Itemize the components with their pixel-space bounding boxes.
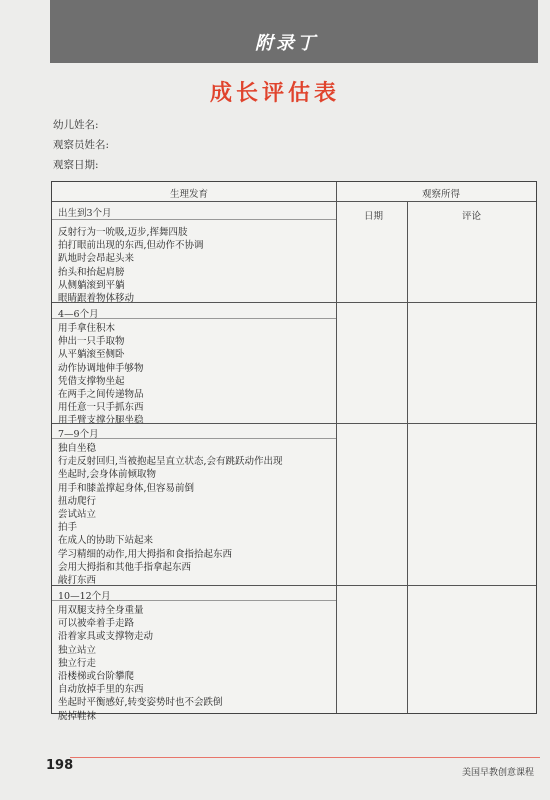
list-item: 用双腿支持全身重量 bbox=[58, 605, 144, 616]
list-item: 行走反射回归,当被抱起呈直立状态,会有跳跃动作出现 bbox=[58, 456, 283, 468]
column-header-comment: 评论 bbox=[462, 211, 482, 222]
growth-assessment-table bbox=[51, 181, 537, 722]
page-number: 198 bbox=[46, 758, 74, 773]
section-divider bbox=[52, 302, 536, 303]
section-label-4-6-months: 4—6个月 bbox=[58, 309, 99, 320]
list-item: 脱掉鞋袜 bbox=[58, 710, 97, 722]
list-item: 沿着家具或支撑物走动 bbox=[58, 631, 154, 643]
list-item: 从侧躺滚到平躺 bbox=[58, 279, 125, 291]
column-divider-main bbox=[336, 182, 337, 713]
child-name-field: 幼儿姓名: bbox=[53, 119, 99, 131]
item-list-0-3-months bbox=[58, 226, 328, 305]
list-item: 独立行走 bbox=[58, 657, 97, 669]
list-item: 坐起时,会身体前倾取物 bbox=[58, 469, 157, 481]
list-item: 坐起时平衡感好,转变姿势时也不会跌倒 bbox=[58, 697, 223, 709]
item-list-4-6-months bbox=[58, 322, 328, 428]
list-item: 尝试站立 bbox=[58, 509, 97, 521]
list-item: 独立站立 bbox=[58, 644, 97, 656]
section-divider bbox=[52, 585, 536, 586]
section-divider bbox=[52, 438, 336, 439]
footer-divider bbox=[70, 757, 540, 758]
list-item: 抬头和抬起肩膀 bbox=[58, 266, 125, 278]
list-item: 扭动爬行 bbox=[58, 495, 97, 507]
list-item: 从平躺滚至侧卧 bbox=[58, 349, 125, 361]
list-item: 趴地时会昂起头来 bbox=[58, 253, 135, 265]
book-title: 美国早教创意课程 bbox=[462, 768, 535, 778]
section-divider bbox=[52, 318, 336, 319]
item-list-7-9-months bbox=[58, 442, 328, 587]
header-divider bbox=[52, 201, 536, 202]
column-divider-date bbox=[407, 202, 408, 713]
list-item: 用手臂支撑分腿坐稳 bbox=[58, 415, 144, 427]
section-divider bbox=[52, 423, 536, 424]
list-item: 拍打眼前出现的东西,但动作不协调 bbox=[58, 240, 204, 252]
list-item: 反射行为一吮吸,迈步,挥舞四肢 bbox=[58, 227, 188, 238]
list-item: 用手和膝盖撑起身体,但容易前倒 bbox=[58, 482, 195, 494]
list-item: 独自坐稳 bbox=[58, 443, 97, 454]
section-divider bbox=[52, 600, 336, 601]
page-title: 成长评估表 bbox=[209, 81, 340, 106]
list-item: 动作协调地伸手够物 bbox=[58, 362, 144, 374]
list-item: 在两手之间传递物品 bbox=[58, 389, 144, 401]
list-item: 用任意一只手抓东西 bbox=[58, 402, 144, 414]
appendix-label: 附录丁 bbox=[255, 33, 318, 54]
column-header-observation: 观察所得 bbox=[422, 189, 461, 200]
list-item: 拍手 bbox=[58, 522, 78, 534]
list-item: 眼睛跟着物体移动 bbox=[58, 293, 135, 305]
section-label-7-9-months: 7—9个月 bbox=[58, 429, 99, 440]
observation-date-field: 观察日期: bbox=[53, 159, 99, 171]
section-divider bbox=[52, 219, 336, 220]
list-item: 伸出一只手取物 bbox=[58, 336, 125, 348]
list-item: 可以被牵着手走路 bbox=[58, 618, 135, 630]
list-item: 用手拿住积木 bbox=[58, 323, 116, 334]
column-header-date: 日期 bbox=[364, 211, 384, 222]
section-label-0-3-months: 出生到3个月 bbox=[58, 208, 112, 219]
item-list-10-12-months bbox=[58, 604, 328, 723]
list-item: 学习精细的动作,用大拇指和食指拾起东西 bbox=[58, 548, 233, 560]
list-item: 在成人的协助下站起来 bbox=[58, 535, 154, 547]
column-header-development: 生理发育 bbox=[170, 189, 209, 200]
observer-name-field: 观察员姓名: bbox=[53, 139, 110, 151]
section-label-10-12-months: 10—12个月 bbox=[58, 591, 111, 602]
list-item: 自动放掉手里的东西 bbox=[58, 684, 144, 696]
list-item: 会用大拇指和其他手指拿起东西 bbox=[58, 561, 192, 573]
list-item: 敲打东西 bbox=[58, 575, 97, 587]
list-item: 凭借支撑物坐起 bbox=[58, 375, 125, 387]
list-item: 沿楼梯或台阶攀爬 bbox=[58, 671, 135, 683]
